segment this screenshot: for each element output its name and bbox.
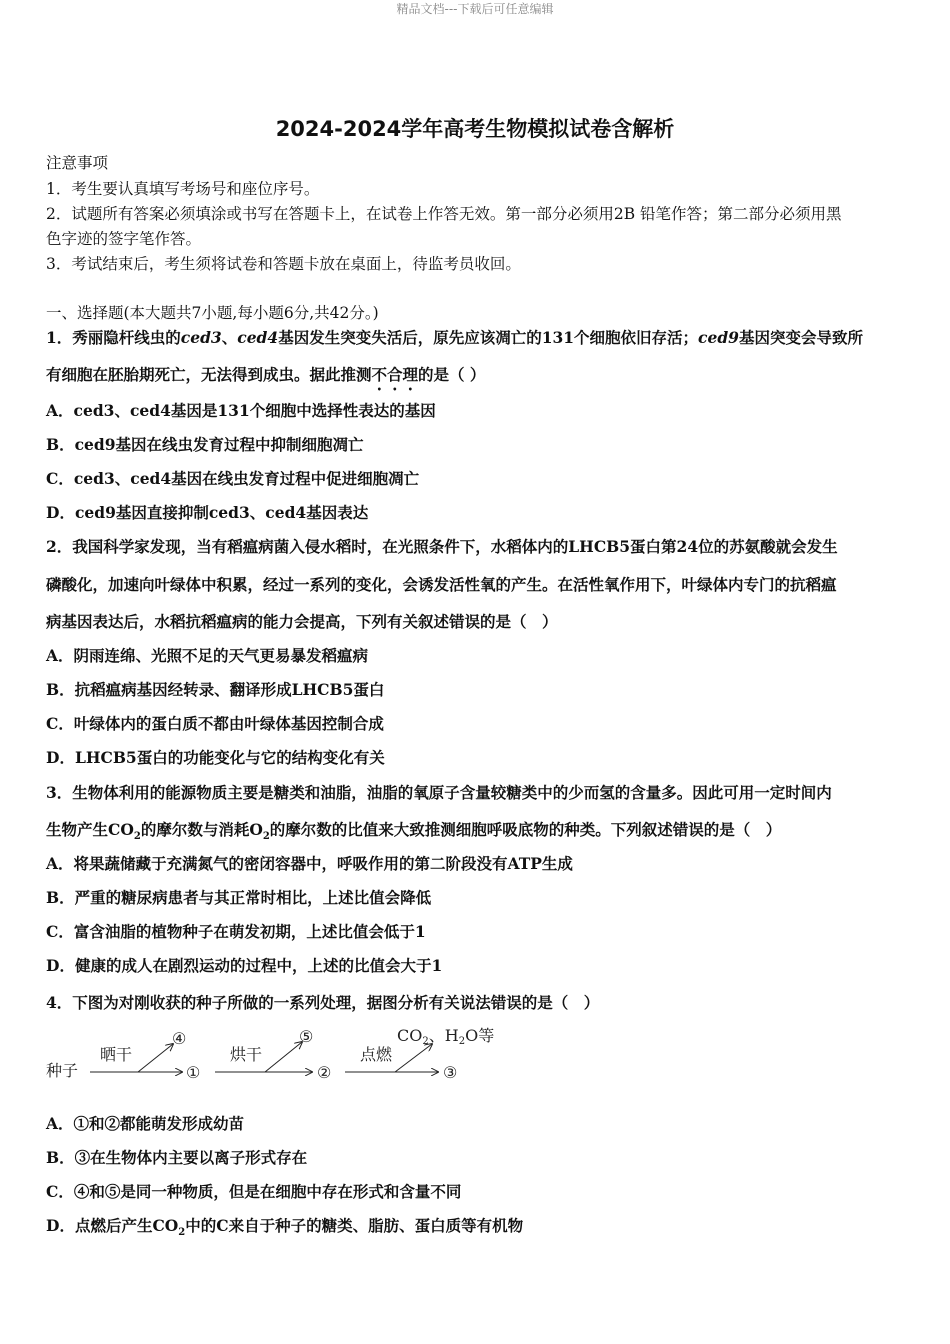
arrow-branch-2 — [265, 1042, 302, 1072]
question-3-option-c[interactable]: C．富含油脂的植物种子在萌发初期，上述比值会低于1 — [46, 922, 426, 941]
diagram-branch-products: CO2、H2O等 — [397, 1026, 495, 1047]
question-2-line-3: 病基因表达后，水稻抗稻瘟病的能力会提高，下列有关叙述错误的是（ ） — [46, 612, 558, 631]
question-3-line-1: 3．生物体利用的能源物质主要是糖类和油脂，油脂的氧原子含量较糖类中的少而氢的含量多。因此可用一定时间内 — [46, 783, 832, 802]
diagram-branch-4: ④ — [172, 1029, 187, 1048]
question-3-line-2: 生物产生$CO_2$的摩尔数与消耗$O_2$的摩尔数的比值来大致推测细胞呼吸底物的种类。下列叙述错误的是（ ） — [46, 820, 782, 843]
question-4-option-a[interactable]: A．①和②都能萌发形成幼苗 — [46, 1114, 245, 1133]
arrow-branch-1 — [138, 1044, 173, 1072]
notice-item: 2．试题所有答案必须填涂或书写在答题卡上，在试卷上作答无效。第一部分必须用2B 铅笔作答；第二部分必须用黑 — [46, 205, 842, 223]
question-4-option-b[interactable]: B．③在生物体内主要以离子形式存在 — [46, 1148, 308, 1167]
question-2-option-c[interactable]: C．叶绿体内的蛋白质不都由叶绿体基因控制合成 — [46, 714, 384, 733]
watermark: 精品文档---下载后可任意编辑 — [396, 2, 554, 16]
question-1-line-1: 1．秀丽隐杆线虫的ced3、ced4基因发生突变失活后，原先应该凋亡的131个细胞依旧存活；ced9基因突变会导致所 — [46, 328, 863, 347]
seed-processing-diagram — [40, 1022, 510, 1092]
question-2-option-b[interactable]: B．抗稻瘟病基因经转录、翻译形成LHCB5蛋白 — [46, 680, 385, 699]
question-1-option-b[interactable]: B．ced9基因在线虫发育过程中抑制细胞凋亡 — [46, 435, 364, 454]
question-1-option-d[interactable]: D．ced9基因直接抑制ced3、ced4基因表达 — [46, 503, 369, 522]
diagram-seed-label: 种子 — [46, 1061, 79, 1080]
emphasis-not-reasonable: 不合理 — [371, 365, 419, 384]
question-2-line-2: 磷酸化，加速向叶绿体中积累，经过一系列的变化，会诱发活性氧的产生。在活性氧作用下，叶绿体内专门的抗稻瘟 — [46, 575, 837, 594]
question-1-option-a[interactable]: A．ced3、ced4基因是131个细胞中选择性表达的基因 — [46, 401, 436, 420]
question-4-option-c[interactable]: C．④和⑤是同一种物质，但是在细胞中存在形式和含量不同 — [46, 1182, 462, 1201]
notice-item: 1．考生要认真填写考场号和座位序号。 — [46, 180, 320, 198]
notice-item: 3．考试结束后，考生须将试卷和答题卡放在桌面上，待监考员收回。 — [46, 255, 521, 273]
diagram-output-1: ① — [186, 1063, 201, 1082]
question-4-option-d[interactable]: D．点燃后产生$CO_2$中的C来自于种子的糖类、脂肪、蛋白质等有机物 — [46, 1216, 524, 1239]
question-2-line-1: 2．我国科学家发现，当有稻瘟病菌入侵水稻时，在光照条件下，水稻体内的LHCB5蛋白第24位的苏氨酸就会发生 — [46, 537, 838, 556]
question-1-line-2: 有细胞在胚胎期死亡，无法得到成虫。据此推测不合理的是（ ） — [46, 365, 486, 384]
question-4-stem: 4．下图为对刚收获的种子所做的一系列处理，据图分析有关说法错误的是（ ） — [46, 993, 600, 1012]
question-3-option-d[interactable]: D．健康的成人在剧烈运动的过程中，上述的比值会大于1 — [46, 956, 443, 975]
page-title: 2024-2024学年高考生物模拟试卷含解析 — [275, 117, 675, 141]
notice-heading: 注意事项 — [46, 154, 109, 172]
diagram-step-bake-dry: 烘干 — [230, 1045, 263, 1064]
question-3-option-a[interactable]: A．将果蔬储藏于充满氮气的密闭容器中，呼吸作用的第二阶段没有ATP生成 — [46, 854, 573, 873]
arrow-branch-3 — [395, 1044, 432, 1072]
diagram-step-ignite: 点燃 — [360, 1045, 393, 1064]
question-2-option-a[interactable]: A．阴雨连绵、光照不足的天气更易暴发稻瘟病 — [46, 646, 369, 665]
diagram-output-2: ② — [317, 1063, 332, 1082]
diagram-output-3: ③ — [443, 1063, 458, 1082]
question-2-option-d[interactable]: D．LHCB5蛋白的功能变化与它的结构变化有关 — [46, 748, 385, 767]
notice-item: 色字迹的签字笔作答。 — [46, 230, 202, 248]
section-heading: 一、选择题(本大题共7小题,每小题6分,共42分。) — [46, 304, 379, 322]
diagram-branch-5: ⑤ — [299, 1027, 314, 1046]
diagram-step-sun-dry: 晒干 — [100, 1045, 133, 1064]
question-3-option-b[interactable]: B．严重的糖尿病患者与其正常时相比，上述比值会降低 — [46, 888, 432, 907]
question-1-option-c[interactable]: C．ced3、ced4基因在线虫发育过程中促进细胞凋亡 — [46, 469, 420, 488]
